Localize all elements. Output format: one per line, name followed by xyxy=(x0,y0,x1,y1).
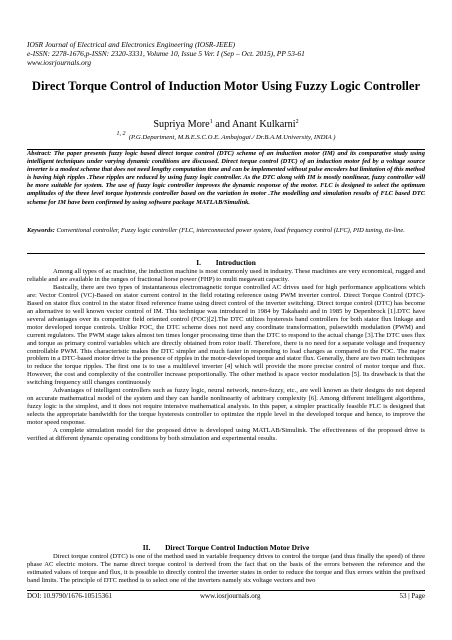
abstract-text: The paper presents fuzzy logic based direct torque control (DTC) scheme of an induction motor (IM) and its comparative study using intelligent techniques under varying dynamic conditions are discussed. Direct torque control (DTC) of an induction motor fed by a voltage source inverter is a modest scheme that does not need lengthy computation time and can be implemented without pulse encoders but limitation of this method is having high ripples .These ripples are reduced by using fuzzy logic controller. As the DTC along with IM is mostly nonlinear, fuzzy controller will be more suitable for system. The use of fuzzy logic controller improves the dynamic response of the motor. FLC is designed to select the optimum amplitudes of the three level torque hysteresis controller based on the variation in motor .The modelling and simulation results of FLC based DTC scheme for IM have been confirmed by using software package MATLAB/Simulink. xyxy=(27,150,425,206)
footer-page-number: 53 | Page xyxy=(399,592,425,600)
author-1-sup: 1 xyxy=(209,119,213,125)
affiliation-text: (P.G.Department, M.B.E.S.C.O.E. Ambajogai./ Dr.B.A.M.University, INDIA ) xyxy=(128,134,336,141)
paragraph: Basically, there are two types of instantaneous electromagnetic torque controlled AC drives used for high performance applications which are: Vector Control (VC)-Based on stator current control in the field rotating reference using PWM inverter control. Direct Torque Control (DTC)-Based on stator flux control in the stator fixed reference frame using direct control of the inverter switching. Direct torque control (DTC) has become an alternative to well known vector control of IM. This technique was introduced in 1984 by Takahashi and in 1985 by Depenbrock [1].DTC have several advantages over its competitor field oriented control (FOC)[2].The DTC utilizes hysteresis band controllers for both stator flux linkage and motor developed torque controls. Unlike FOC, the DTC scheme does not need any coordinate transformation, pulsewidth modulation (PWM) and current regulators. The PWM stage takes almost ten times longer processing time than the DTC to respond to the actual change [3].The DTC uses flux and torque as primary control variables which are directly obtained from rotor itself. Therefore, there is no need for a separate voltage and frequency controllable PWM. This characteristic makes the DTC simpler and much faster in responding to load changes as compared to the FOC. The major problem in a DTC-based motor drive is the presence of ripples in the motor-developed torque and stator flux. Generally, there are two main techniques to reduce the torque ripples. The first one is to use a multilevel inverter [4] which will provide the more precise control of motor torque and flux. However, the cost and complexity of the controller increase proportionally. The other method is space vector modulation [5]. Its drawback is that the switching frequency still changes continuously xyxy=(27,283,425,387)
journal-issn: e-ISSN: 2278-1676,p-ISSN: 2320-3331, Volume 10, Issue 5 Ver. I (Sep – Oct. 2015), PP 53-61 xyxy=(27,49,305,59)
author-2-sup: 2 xyxy=(295,119,299,125)
section-heading-dtc: II. Direct Torque Control Induction Motor Drive xyxy=(142,543,310,552)
footer-doi: DOI: 10.9790/1676-10515361 xyxy=(27,592,113,600)
keywords-label: Keywords: xyxy=(27,227,55,234)
paragraph: A complete simulation model for the proposed drive is developed using MATLAB/Simulink. The effectiveness of the proposed drive is verified at different dynamic operating conditions by both simulation and experimental results. xyxy=(27,427,425,443)
section-body-dtc xyxy=(27,553,425,585)
paragraph: Advantages of intelligent controllers such as fuzzy logic, neural network, neuro-fuzzy, etc., are well known as their designs do not depend on accurate mathematical model of the system and they can handle nonlinearity of arbitrary complexity [6]. Among different intelligent algorithms, fuzzy logic is the simplest, and it does not require intensive mathematical analysis. In this paper, a simpler practically feasible FLC is designed that selects the appropriate bandwidth for the torque hysteresis controller to optimize the ripple level in the developed torque and hence, to improve the motor speed response. xyxy=(27,387,425,427)
affiliation-sup: 1, 2 xyxy=(116,131,126,137)
paragraph: Among all types of ac machine, the induction machine is most commonly used in industry. These machines are very economical, rugged and reliable and are available in the ranges of fractional horse power (FHP) to multi megawatt capacity. xyxy=(27,268,425,283)
keywords xyxy=(27,227,425,235)
author-2: and Anant Kulkarni xyxy=(212,119,296,130)
keywords-text: Conventional controller, Fuzzy logic controller (FLC, interconnected power system, load frequency control (LFC), PID tuning, tie-line. xyxy=(54,227,405,234)
section-heading-introduction: I. Introduction xyxy=(196,258,256,267)
paper-affiliation xyxy=(27,131,425,142)
section-body-introduction xyxy=(27,268,425,443)
footer-rule xyxy=(27,590,425,591)
journal-name: IOSR Journal of Electrical and Electronics Engineering (IOSR-JEEE) xyxy=(27,40,236,49)
abstract xyxy=(27,150,425,207)
author-1: Supriya More xyxy=(153,119,210,130)
paper-title: Direct Torque Control of Induction Motor Using Fuzzy Logic Controller xyxy=(31,79,421,93)
paragraph: Direct torque control (DTC) is one of the method used in variable frequency drives to control the torque (and thus finally the speed) of three phase AC electric motors. The name direct torque control is derived from the fact that on the basis of the errors between the reference and the estimated values of torque and flux, it is possible to directly control the inverter states in order to reduce the torque and flux errors within the prefixed band limits. The principle of DTC method is to select one of the inverters namely six voltage vectors and two xyxy=(27,553,425,584)
journal-website: www.iosrjournals.org xyxy=(27,58,92,68)
abstract-label: Abstract: xyxy=(27,150,52,157)
journal-header xyxy=(27,40,427,68)
paper-authors xyxy=(27,119,425,131)
footer-website: www.iosrjournals.org xyxy=(200,592,261,600)
